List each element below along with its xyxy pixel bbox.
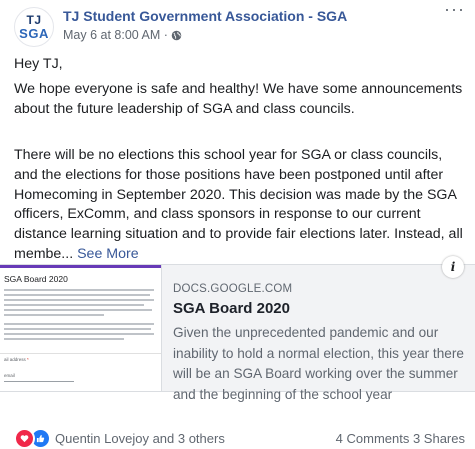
globe-icon <box>171 30 182 41</box>
post-paragraph-2 <box>14 146 465 265</box>
thumbnail-text-line <box>4 338 124 340</box>
avatar-text-line2: SGA <box>19 26 49 41</box>
see-more-link[interactable]: See More <box>77 245 139 262</box>
thumbnail-field-label <box>4 357 29 362</box>
post-paragraph-2-text: There will be no elections this school year for SGA or class councils, and the elections for those positions have been postponed until after Homecoming in September 2020. This decision was made by the SGA officers, ExComm, and class sponsors in response to our current distance learning situation and to provide fair elections later. Instead, all membe... <box>14 147 463 262</box>
post-greeting: Hey TJ, <box>14 56 63 72</box>
thumbnail-text-line <box>4 328 151 330</box>
thumbnail-form-title: SGA Board 2020 <box>4 274 68 284</box>
post-timestamp[interactable]: May 6 at 8:00 AM · <box>63 28 168 42</box>
thumbnail-field-underline <box>4 381 74 382</box>
link-title[interactable]: SGA Board 2020 <box>173 300 290 317</box>
link-domain: DOCS.GOOGLE.COM <box>173 283 293 295</box>
thumbnail-text-line <box>4 333 154 335</box>
thumbnail-text-line <box>4 304 144 306</box>
thumbnail-text-line <box>4 289 154 291</box>
post-paragraph-1: We hope everyone is safe and healthy! We have some announcements about the future leadership of SGA and class councils. <box>14 81 463 117</box>
thumbnail-divider <box>0 353 161 354</box>
reactions-summary[interactable] <box>14 428 225 449</box>
info-icon[interactable]: i <box>442 256 464 278</box>
thumbnail-field-label-text: ail address <box>4 357 26 362</box>
page-name-link[interactable]: TJ Student Government Association - SGA <box>63 8 348 24</box>
required-asterisk: * <box>27 357 29 362</box>
more-options-button[interactable]: ··· <box>444 0 465 19</box>
love-reaction-icon <box>14 428 35 449</box>
page-avatar[interactable] <box>14 7 54 47</box>
reaction-names[interactable]: Quentin Lovejoy and 3 others <box>55 431 225 446</box>
thumbnail-text-line <box>4 294 150 296</box>
thumbnail-text-line <box>4 323 154 325</box>
thumbnail-text-line <box>4 299 154 301</box>
comments-shares-count[interactable]: 4 Comments 3 Shares <box>335 431 465 446</box>
avatar-text-line1: TJ <box>26 13 42 27</box>
thumbnail-text-line <box>4 314 104 316</box>
post-meta <box>63 28 182 42</box>
link-description: Given the unprecedented pandemic and our inability to hold a normal election, this year there will be an SGA Board working over the summer and the beginning of the school year <box>173 325 464 402</box>
thumbnail-field-placeholder: email <box>4 373 15 378</box>
link-preview-thumbnail[interactable] <box>0 265 162 391</box>
thumbnail-text-line <box>4 309 152 311</box>
form-accent-bar <box>0 265 161 268</box>
